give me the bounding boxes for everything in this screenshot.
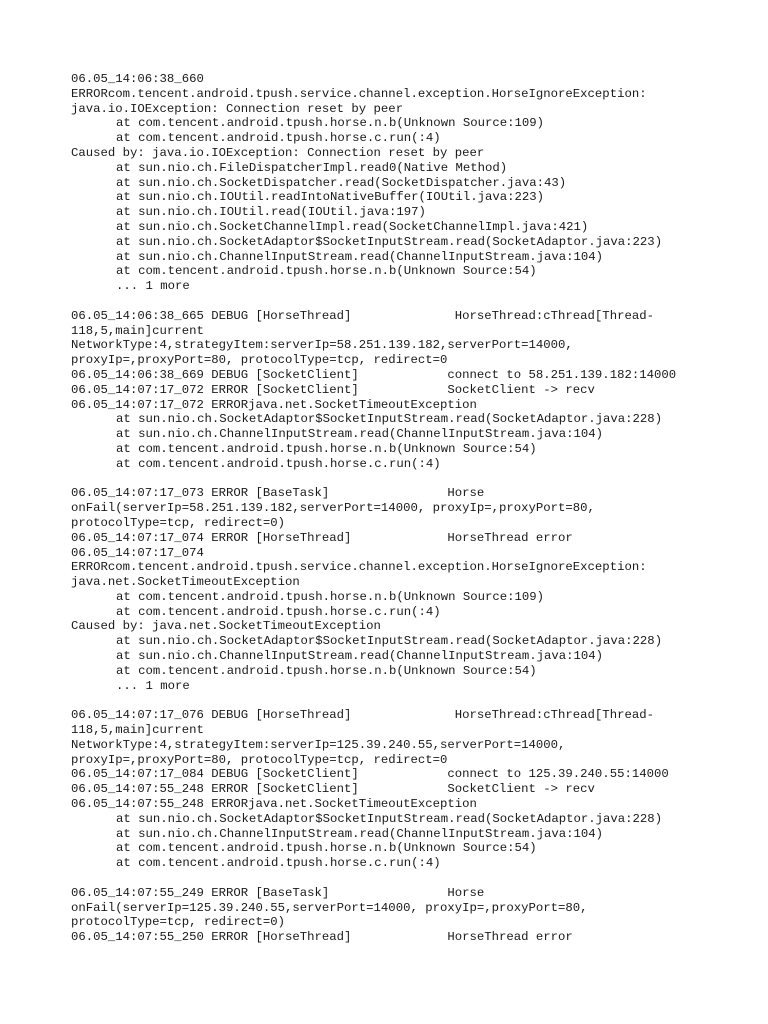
log-line: Caused by: java.net.SocketTimeoutException [71, 619, 381, 634]
log-line: protocolType=tcp, redirect=0) [71, 915, 286, 930]
log-stack-frame-line: at sun.nio.ch.IOUtil.readIntoNativeBuffer(IOUtil.java:223) [116, 190, 545, 205]
log-line: onFail(serverIp=125.39.240.55,serverPort=14000, proxyIp=,proxyPort=80, [71, 900, 588, 915]
log-stack-frame-line: at com.tencent.android.tpush.horse.n.b(Unknown Source:54) [116, 663, 537, 678]
log-stack-frame-line: at com.tencent.android.tpush.horse.n.b(Unknown Source:54) [116, 441, 537, 456]
log-line: proxyIp=,proxyPort=80, protocolType=tcp, redirect=0 [71, 353, 448, 368]
log-blank-line [71, 693, 731, 708]
log-stack-frame-line: at com.tencent.android.tpush.horse.n.b(Unknown Source:54) [116, 264, 537, 279]
log-stack-frame-line: at sun.nio.ch.IOUtil.read(IOUtil.java:197) [116, 205, 426, 220]
log-line: 06.05_14:07:17_074 [71, 545, 204, 560]
log-line: Caused by: java.io.IOException: Connection reset by peer [71, 145, 485, 160]
log-line: onFail(serverIp=58.251.139.182,serverPort=14000, proxyIp=,proxyPort=80, [71, 501, 595, 516]
log-line: 118,5,main]current [71, 723, 204, 738]
log-line: protocolType=tcp, redirect=0) [71, 515, 286, 530]
log-stack-frame-line: at sun.nio.ch.ChannelInputStream.read(ChannelInputStream.java:104) [116, 427, 604, 442]
log-stack-frame-line: at sun.nio.ch.ChannelInputStream.read(ChannelInputStream.java:104) [116, 826, 604, 841]
log-line: 06.05_14:07:55_248 ERRORjava.net.SocketTimeoutException [71, 797, 477, 812]
log-line: ERRORcom.tencent.android.tpush.service.channel.exception.HorseIgnoreException: [71, 86, 647, 101]
log-line: ERRORcom.tencent.android.tpush.service.channel.exception.HorseIgnoreException: [71, 560, 647, 575]
log-stack-frame-line: at com.tencent.android.tpush.horse.c.run(:4) [116, 131, 441, 146]
log-line: 06.05_14:07:17_084 DEBUG [SocketClient] connect to 125.39.240.55:14000 [71, 767, 669, 782]
log-stack-frame-line: at com.tencent.android.tpush.horse.n.b(Unknown Source:109) [116, 116, 545, 131]
log-blank-line [71, 871, 731, 886]
log-line: java.io.IOException: Connection reset by peer [71, 101, 404, 116]
log-stack-frame-line: at sun.nio.ch.FileDispatcherImpl.read0(Native Method) [116, 160, 508, 175]
log-line: 06.05_14:07:17_072 ERROR [SocketClient] SocketClient -> recv [71, 382, 595, 397]
log-stack-frame-line: at sun.nio.ch.SocketAdaptor$SocketInputStream.read(SocketAdaptor.java:228) [116, 634, 663, 649]
log-blank-line [71, 472, 731, 487]
log-line: 06.05_14:06:38_669 DEBUG [SocketClient] connect to 58.251.139.182:14000 [71, 367, 677, 382]
log-stack-frame-line: at com.tencent.android.tpush.horse.c.run(:4) [116, 456, 441, 471]
log-stack-frame-line: at sun.nio.ch.SocketAdaptor$SocketInputStream.read(SocketAdaptor.java:228) [116, 412, 663, 427]
log-line: 06.05_14:07:17_072 ERRORjava.net.SocketTimeoutException [71, 397, 477, 412]
log-stack-frame-line: at sun.nio.ch.SocketAdaptor$SocketInputStream.read(SocketAdaptor.java:223) [116, 234, 663, 249]
log-line: 06.05_14:07:17_076 DEBUG [HorseThread] HorseThread:cThread[Thread- [71, 708, 654, 723]
log-line: 06.05_14:07:55_249 ERROR [BaseTask] Horse [71, 885, 485, 900]
log-line: 06.05_14:06:38_660 [71, 72, 204, 86]
log-line: proxyIp=,proxyPort=80, protocolType=tcp, redirect=0 [71, 752, 448, 767]
log-text-block [71, 72, 731, 945]
log-stack-frame-line: at sun.nio.ch.SocketChannelImpl.read(SocketChannelImpl.java:421) [116, 219, 589, 234]
log-stack-frame-line: at sun.nio.ch.SocketAdaptor$SocketInputStream.read(SocketAdaptor.java:228) [116, 811, 663, 826]
log-stack-frame-line: at sun.nio.ch.SocketDispatcher.read(SocketDispatcher.java:43) [116, 175, 567, 190]
log-stack-frame-line: at com.tencent.android.tpush.horse.c.run(:4) [116, 604, 441, 619]
log-stack-frame-line: at com.tencent.android.tpush.horse.c.run(:4) [116, 856, 441, 871]
log-blank-line [71, 294, 731, 309]
log-line: java.net.SocketTimeoutException [71, 575, 300, 590]
log-line: 06.05_14:07:17_074 ERROR [HorseThread] HorseThread error [71, 530, 573, 545]
log-line: NetworkType:4,strategyItem:serverIp=125.39.240.55,serverPort=14000, [71, 737, 566, 752]
log-line: 06.05_14:07:55_248 ERROR [SocketClient] SocketClient -> recv [71, 782, 595, 797]
log-stack-frame-line: at com.tencent.android.tpush.horse.n.b(Unknown Source:109) [116, 589, 545, 604]
log-stack-frame-line: ... 1 more [116, 678, 190, 693]
log-line: 06.05_14:07:55_250 ERROR [HorseThread] HorseThread error [71, 930, 573, 945]
log-stack-frame-line: at sun.nio.ch.ChannelInputStream.read(ChannelInputStream.java:104) [116, 649, 604, 664]
log-stack-frame-line: at com.tencent.android.tpush.horse.n.b(Unknown Source:54) [116, 841, 537, 856]
log-line: NetworkType:4,strategyItem:serverIp=58.251.139.182,serverPort=14000, [71, 338, 573, 353]
log-line: 118,5,main]current [71, 323, 204, 338]
log-line: 06.05_14:06:38_665 DEBUG [HorseThread] HorseThread:cThread[Thread- [71, 308, 654, 323]
log-stack-frame-line: ... 1 more [116, 279, 190, 294]
log-stack-frame-line: at sun.nio.ch.ChannelInputStream.read(ChannelInputStream.java:104) [116, 249, 604, 264]
log-line: 06.05_14:07:17_073 ERROR [BaseTask] Horse [71, 486, 485, 501]
